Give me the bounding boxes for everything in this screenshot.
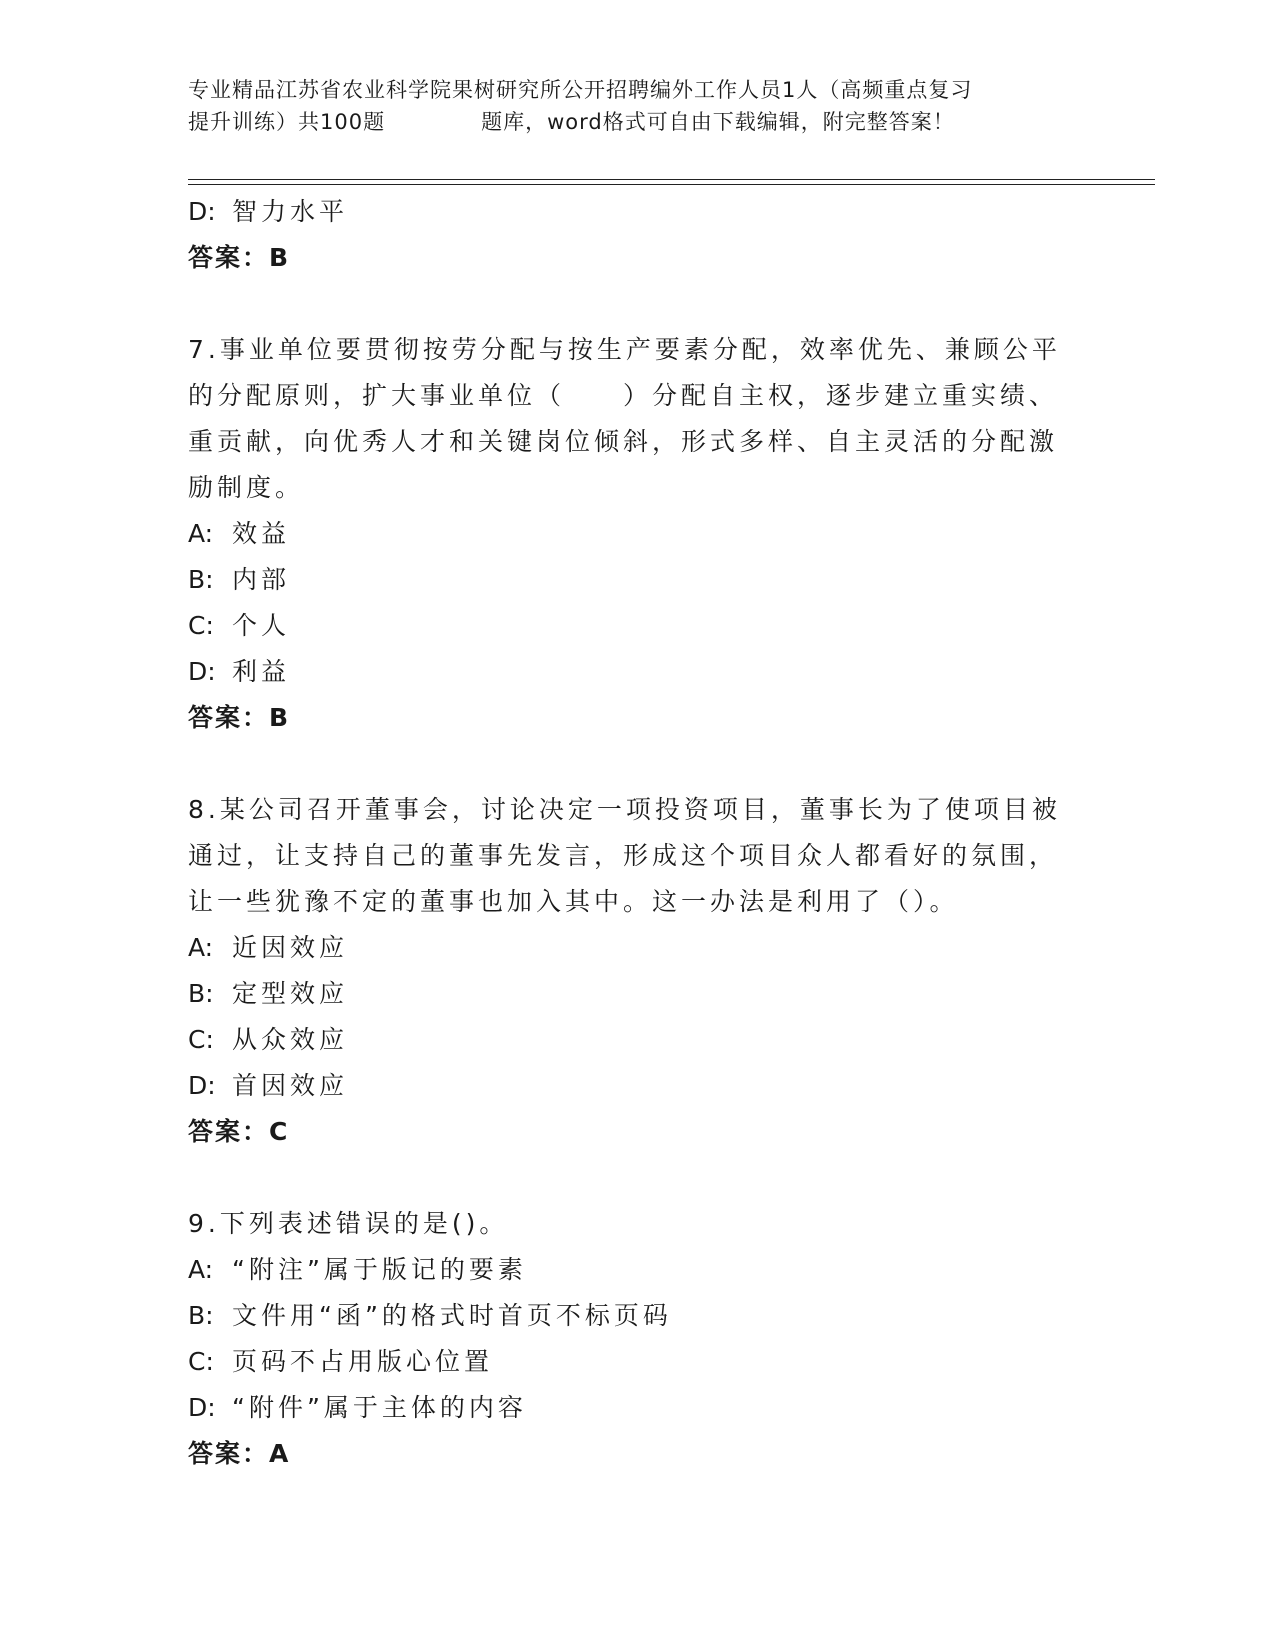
option-line xyxy=(188,925,1088,971)
header-line-2-right: 题库，word格式可自由下载编辑，附完整答案！ xyxy=(481,110,955,134)
option-text: “附件”属于主体的内容 xyxy=(232,1393,527,1422)
question-stem-line: 9.下列表述错误的是()。 xyxy=(188,1209,509,1238)
answer-line: 答案：B xyxy=(188,703,291,732)
option-text: 效益 xyxy=(232,519,291,548)
option-line xyxy=(188,1017,1088,1063)
option-key: D: xyxy=(188,197,216,226)
question-block xyxy=(188,787,1088,1155)
option-key: B: xyxy=(188,979,214,1008)
option-key: C: xyxy=(188,1347,214,1376)
answer-line: 答案：A xyxy=(188,1439,291,1468)
question-stem-line: 7.事业单位要贯彻按劳分配与按生产要素分配，效率优先、兼顾公平 xyxy=(188,335,1061,364)
option-text: 个人 xyxy=(232,611,291,640)
option-line xyxy=(188,1339,1088,1385)
question-stem-line: 通过，让支持自己的董事先发言，形成这个项目众人都看好的氛围， xyxy=(188,841,1059,870)
question-stem-line: 的分配原则，扩大事业单位（ ）分配自主权，逐步建立重实绩、 xyxy=(188,381,1059,410)
option-key: D: xyxy=(188,1071,216,1100)
option-line xyxy=(188,649,1088,695)
option-key: A: xyxy=(188,933,214,962)
page-header xyxy=(188,74,1088,138)
option-text: 首因效应 xyxy=(232,1071,349,1100)
option-key: D: xyxy=(188,657,216,686)
option-text: 定型效应 xyxy=(232,979,349,1008)
option-line xyxy=(188,1385,1088,1431)
option-text: “附注”属于版记的要素 xyxy=(232,1255,527,1284)
question-stem-line: 让一些犹豫不定的董事也加入其中。这一办法是利用了（）。 xyxy=(188,887,959,916)
option-line xyxy=(188,603,1088,649)
question-stem-line: 重贡献，向优秀人才和关键岗位倾斜，形式多样、自主灵活的分配激 xyxy=(188,427,1059,456)
option-text: 页码不占用版心位置 xyxy=(232,1347,494,1376)
option-line xyxy=(188,1293,1088,1339)
option-text: 从众效应 xyxy=(232,1025,349,1054)
option-text: 文件用“函”的格式时首页不标页码 xyxy=(232,1301,672,1330)
option-line xyxy=(188,1063,1088,1109)
option-text: 内部 xyxy=(232,565,291,594)
question-block xyxy=(188,327,1088,741)
option-line xyxy=(188,511,1088,557)
option-line xyxy=(188,971,1088,1017)
answer-line: 答案：B xyxy=(188,243,291,272)
option-key: B: xyxy=(188,565,214,594)
option-text: 智力水平 xyxy=(232,197,349,226)
option-key: C: xyxy=(188,611,214,640)
header-rule-top xyxy=(188,179,1155,180)
option-line xyxy=(188,557,1088,603)
option-text: 利益 xyxy=(232,657,291,686)
question-stem-line: 8.某公司召开董事会，讨论决定一项投资项目，董事长为了使项目被 xyxy=(188,795,1061,824)
question-list xyxy=(188,189,1088,1477)
question-stem-line: 励制度。 xyxy=(188,473,305,502)
question-block xyxy=(188,189,1088,281)
header-rule-bottom xyxy=(188,184,1155,185)
option-key: A: xyxy=(188,1255,214,1284)
option-key: C: xyxy=(188,1025,214,1054)
option-key: B: xyxy=(188,1301,214,1330)
option-key: D: xyxy=(188,1393,216,1422)
header-line-2-left: 提升训练）共100题 xyxy=(188,110,386,134)
answer-line: 答案：C xyxy=(188,1117,290,1146)
header-line-1: 专业精品江苏省农业科学院果树研究所公开招聘编外工作人员1人（高频重点复习 xyxy=(188,78,973,102)
option-key: A: xyxy=(188,519,214,548)
question-block xyxy=(188,1201,1088,1477)
option-text: 近因效应 xyxy=(232,933,349,962)
option-line xyxy=(188,1247,1088,1293)
option-line xyxy=(188,189,1088,235)
header-line-2 xyxy=(188,106,1088,138)
